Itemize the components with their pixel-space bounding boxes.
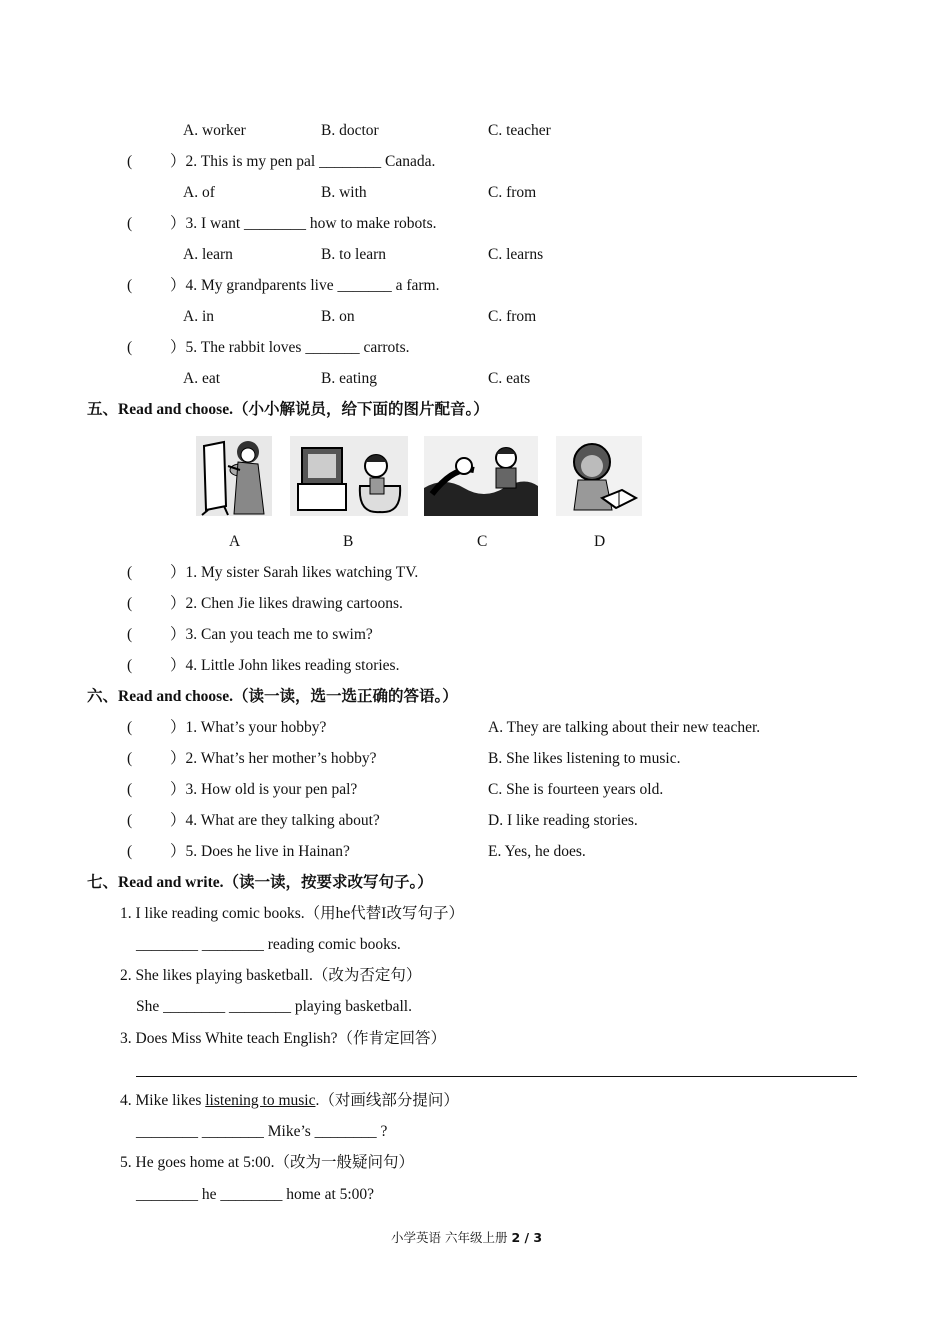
- section7-heading: 七、Read and write.（读一读，按要求改写句子。）: [87, 874, 433, 891]
- q3-option-c: C. learns: [488, 246, 544, 263]
- s6-question-2: ）2. What’s her mother’s hobby?: [170, 750, 377, 767]
- s7-answer-5: ________ he ________ home at 5:00?: [136, 1186, 375, 1203]
- picture-label-a: A: [229, 533, 241, 550]
- answer-paren: (: [127, 339, 133, 356]
- s5-item-4: ）4. Little John likes reading stories.: [170, 657, 400, 674]
- answer-paren: (: [127, 781, 133, 798]
- q5-text: ）5. The rabbit loves _______ carrots.: [170, 339, 410, 356]
- s5-item-3: ）3. Can you teach me to swim?: [170, 626, 373, 643]
- picture-label-c: C: [477, 533, 488, 550]
- s7-q4-pre: 4. Mike likes: [120, 1092, 206, 1109]
- s6-answer-d: D. I like reading stories.: [488, 812, 638, 829]
- q1-option-c: C. teacher: [488, 122, 551, 139]
- answer-line: [136, 1076, 857, 1077]
- page-number: 2 / 3: [511, 1230, 543, 1245]
- answer-paren: (: [127, 595, 133, 612]
- s7-q4-underlined: listening to music: [205, 1092, 316, 1109]
- q4-option-b: B. on: [321, 308, 355, 325]
- answer-paren: (: [127, 719, 133, 736]
- q4-text: ）4. My grandparents live _______ a farm.: [170, 277, 440, 294]
- footer-text: 小学英语 六年级上册: [391, 1230, 512, 1245]
- s7-answer-2: She ________ ________ playing basketball.: [136, 998, 412, 1015]
- q2-option-b: B. with: [321, 184, 367, 201]
- girl-reading-icon: [556, 436, 642, 516]
- section6-heading: 六、Read and choose.（读一读，选一选正确的答语。）: [87, 688, 458, 705]
- picture-label-d: D: [594, 533, 606, 550]
- q5-option-a: A. eat: [183, 370, 221, 387]
- girl-watching-tv-icon: [290, 436, 408, 516]
- girl-painting-icon: [196, 436, 272, 516]
- s6-question-5: ）5. Does he live in Hainan?: [170, 843, 350, 860]
- q2-text: ）2. This is my pen pal ________ Canada.: [170, 153, 436, 170]
- boys-swimming-icon: [424, 436, 538, 516]
- s6-question-1: ）1. What’s your hobby?: [170, 719, 327, 736]
- answer-paren: (: [127, 843, 133, 860]
- q5-option-b: B. eating: [321, 370, 377, 387]
- s6-answer-a: A. They are talking about their new teacher.: [488, 719, 761, 736]
- s7-answer-1: ________ ________ reading comic books.: [136, 936, 401, 953]
- q4-option-c: C. from: [488, 308, 537, 325]
- answer-paren: (: [127, 277, 133, 294]
- s7-answer-4: ________ ________ Mike’s ________ ?: [136, 1123, 388, 1140]
- s5-item-2: ）2. Chen Jie likes drawing cartoons.: [170, 595, 403, 612]
- s7-question-2: 2. She likes playing basketball.（改为否定句）: [120, 967, 422, 984]
- q3-option-b: B. to learn: [321, 246, 386, 263]
- answer-paren: (: [127, 626, 133, 643]
- s7-q4-post: .（对画线部分提问）: [315, 1092, 459, 1109]
- s6-answer-c: C. She is fourteen years old.: [488, 781, 664, 798]
- s7-question-3: 3. Does Miss White teach English?（作肯定回答）: [120, 1030, 447, 1047]
- answer-paren: (: [127, 215, 133, 232]
- section5-heading: 五、Read and choose.（小小解说员，给下面的图片配音。）: [87, 401, 489, 418]
- s7-question-4: [120, 1091, 459, 1111]
- s6-question-3: ）3. How old is your pen pal?: [170, 781, 358, 798]
- q2-option-a: A. of: [183, 184, 215, 201]
- s7-question-5: 5. He goes home at 5:00.（改为一般疑问句）: [120, 1154, 415, 1171]
- q2-option-c: C. from: [488, 184, 537, 201]
- q5-option-c: C. eats: [488, 370, 531, 387]
- page-footer: [391, 1228, 542, 1248]
- q1-option-a: A. worker: [183, 122, 246, 139]
- answer-paren: (: [127, 564, 133, 581]
- q4-option-a: A. in: [183, 308, 214, 325]
- answer-paren: (: [127, 750, 133, 767]
- answer-paren: (: [127, 812, 133, 829]
- s6-answer-b: B. She likes listening to music.: [488, 750, 681, 767]
- q3-text: ）3. I want ________ how to make robots.: [170, 215, 437, 232]
- picture-label-b: B: [343, 533, 354, 550]
- s6-answer-e: E. Yes, he does.: [488, 843, 586, 860]
- q3-option-a: A. learn: [183, 246, 233, 263]
- answer-paren: (: [127, 657, 133, 674]
- s6-question-4: ）4. What are they talking about?: [170, 812, 380, 829]
- answer-paren: (: [127, 153, 133, 170]
- q1-option-b: B. doctor: [321, 122, 379, 139]
- s7-question-1: 1. I like reading comic books.（用he代替I改写句子）: [120, 905, 464, 922]
- s5-item-1: ）1. My sister Sarah likes watching TV.: [170, 564, 419, 581]
